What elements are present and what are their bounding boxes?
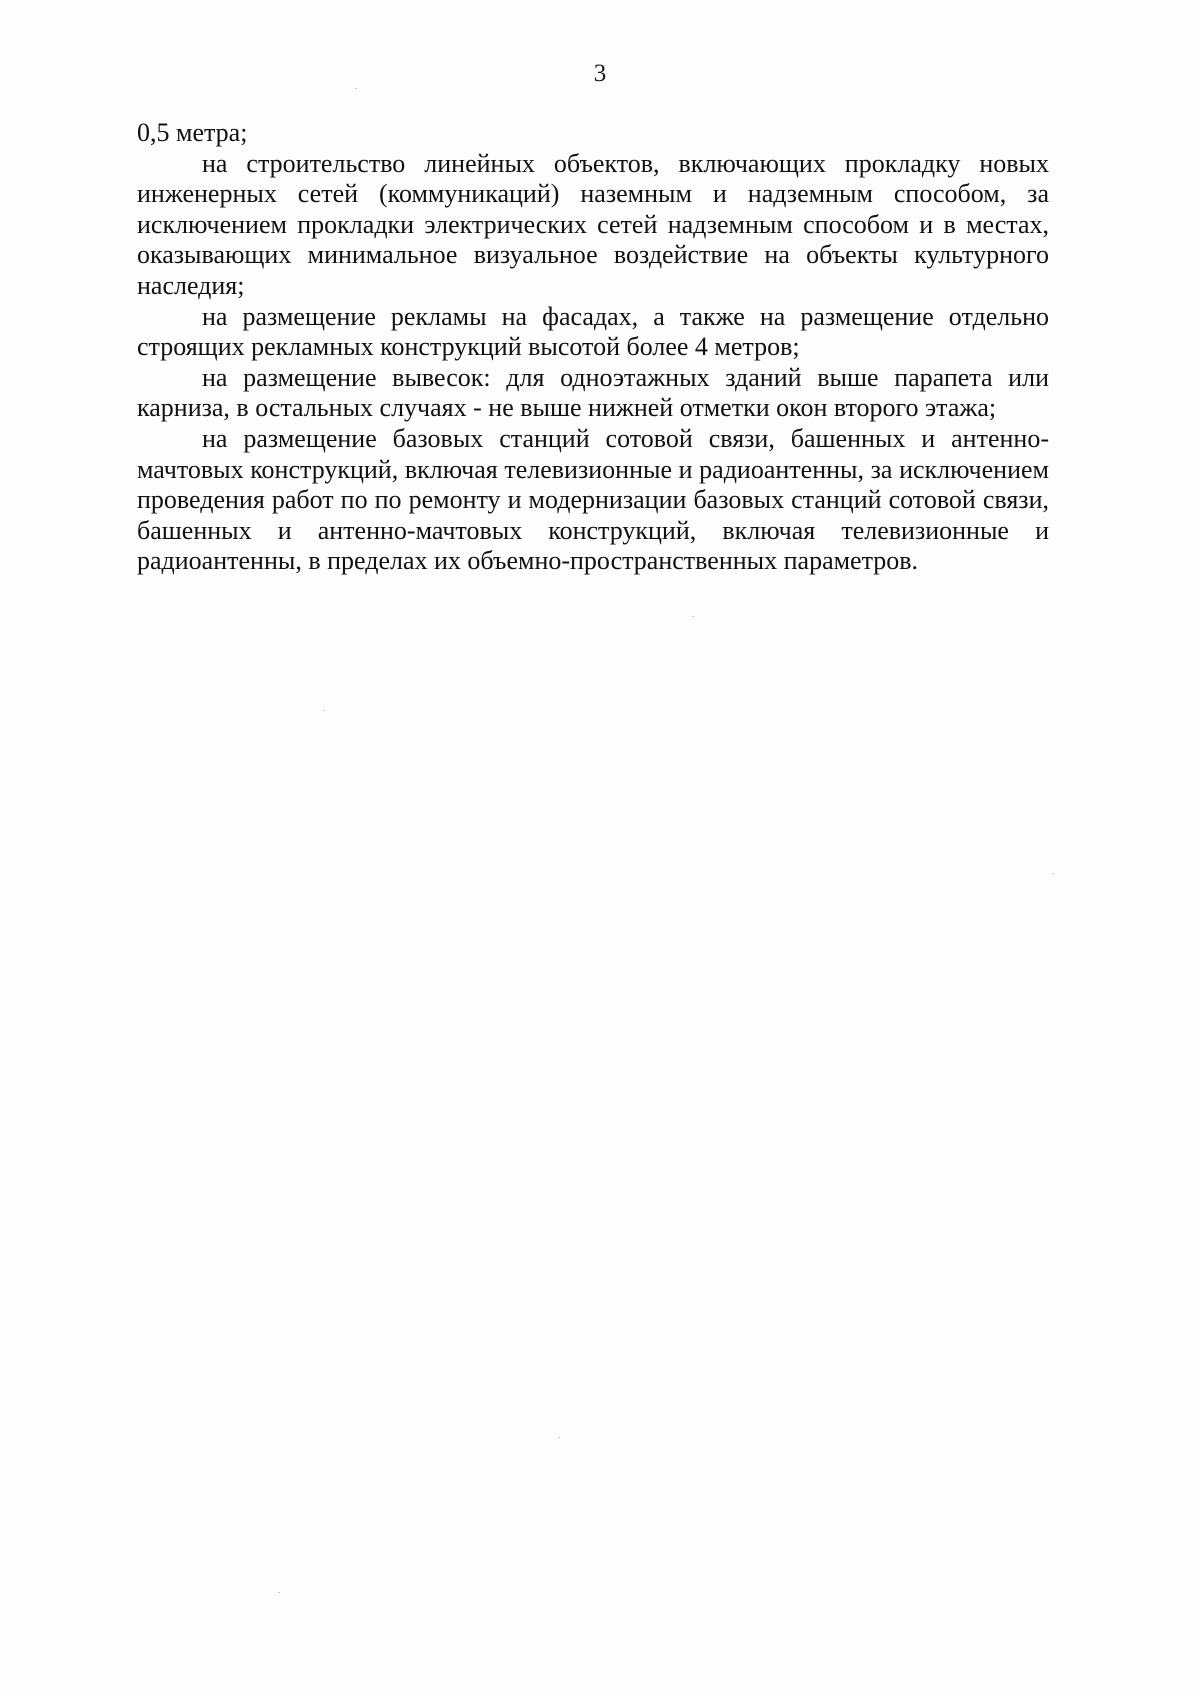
scan-speck [355,88,357,89]
paragraph-linear-objects: на строительство линейных объектов, включающих прокладку новых инженерных сетей (коммуникаций) наземным и надземным способом, за исключением прокладки электрических сетей надземным способом и в местах, оказывающих минимальное визуальное воздействие на объекты культурного наследия; [137,148,1049,300]
document-body [137,118,1049,577]
scan-speck [692,616,694,617]
paragraph-facade-advertising: на размещение рекламы на фасадах, а также на размещение отдельно строящих рекламных конструкций высотой более 4 метров; [137,301,1049,362]
paragraph-height-limit: 0,5 метра; [137,118,248,147]
paragraph-base-stations: на размещение базовых станций сотовой связи, башенных и антенно-мачтовых конструкций, включая телевизионные и радиоантенны, за исключением проведения работ по по ремонту и модернизации базовых станций сотовой связи, башенных и антенно-мачтовых конструкций, включая телевизионные и радиоантенны, в пределах их объемно-пространственных параметров. [137,423,1049,576]
scan-speck [323,710,325,711]
paragraph-signboards: на размещение вывесок: для одноэтажных зданий выше парапета или карниза, в остальных случаях - не выше нижней отметки окон второго этажа; [137,362,1049,423]
scan-speck [1052,873,1054,874]
scan-speck [558,1437,560,1438]
page-number: 3 [593,60,607,87]
scan-speck [278,1592,280,1593]
